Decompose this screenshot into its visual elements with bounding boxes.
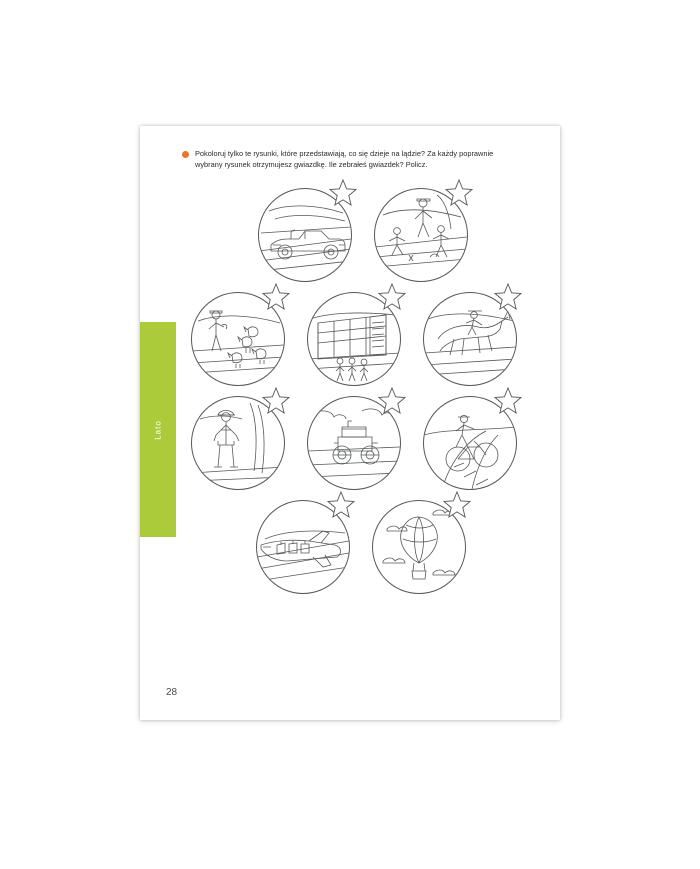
picture-item-people[interactable] [370,178,474,282]
bullet-dot-icon [182,151,189,158]
star-icon [444,178,474,208]
star-icon [442,490,472,520]
picture-item-tractor[interactable] [303,386,407,490]
instruction-text: Pokoloruj tylko te rysunki, które przedstawiają, co się dzieje na lądzie? Za każdy poprawnie wybrany rysunek otrzymujesz gwiazdkę. Ile zebrałeś gwiazdek? Policz. [195,149,494,170]
instruction-block [182,148,522,170]
star-icon [493,282,523,312]
page-number: 28 [166,687,178,698]
picture-item-farmer-chickens[interactable] [187,282,291,386]
star-icon [377,386,407,416]
star-icon [261,386,291,416]
star-icon [493,386,523,416]
picture-item-scarecrow[interactable] [187,386,291,490]
picture-item-car[interactable] [254,178,358,282]
star-icon [328,178,358,208]
star-icon [326,490,356,520]
picture-item-cyclist[interactable] [419,386,523,490]
star-icon [261,282,291,312]
star-icon [377,282,407,312]
picture-row [194,490,530,594]
picture-row [180,386,530,490]
picture-item-balloon[interactable] [368,490,472,594]
picture-item-horse-rider[interactable] [419,282,523,386]
picture-grid [180,178,530,668]
worksheet-sheet [140,126,560,720]
picture-row [198,178,530,282]
picture-item-airplane[interactable] [252,490,356,594]
chapter-side-tab-label: Lato [153,419,163,440]
picture-item-building[interactable] [303,282,407,386]
chapter-side-tab [140,322,176,537]
picture-row [180,282,530,386]
